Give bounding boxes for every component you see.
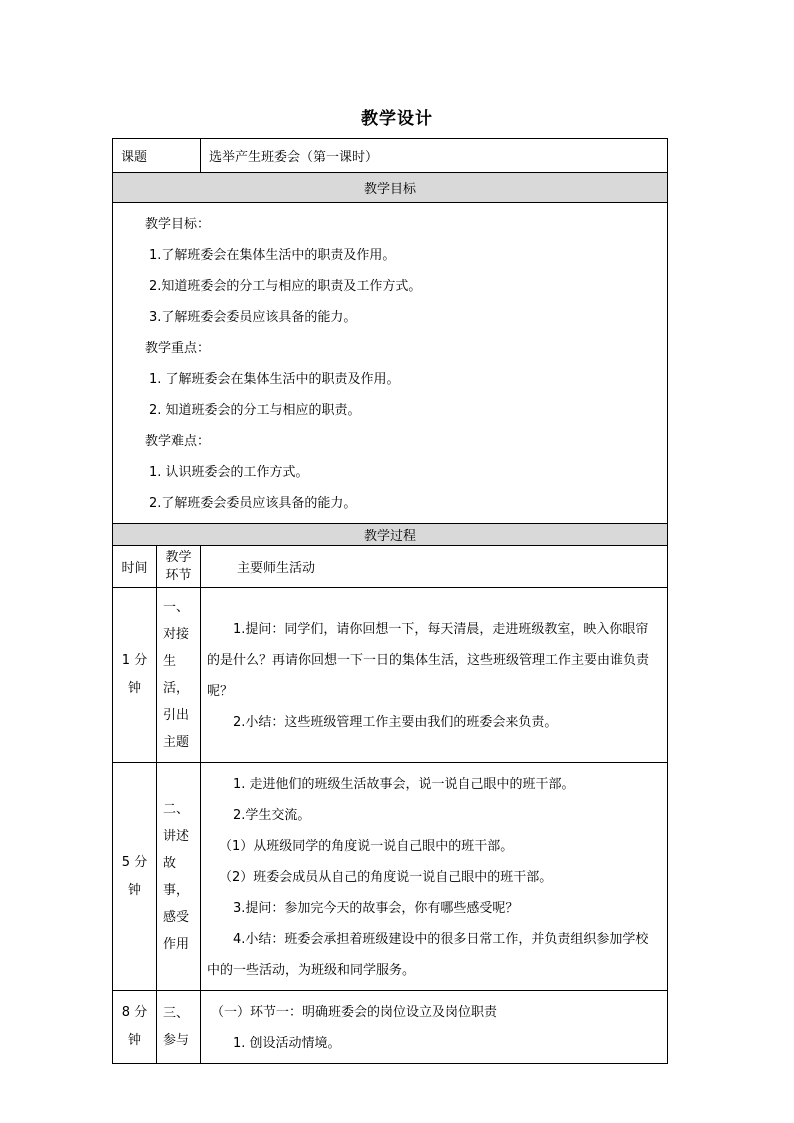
topic-label: 课题: [113, 139, 201, 173]
row-stage: [157, 588, 201, 763]
row-time: 1 分钟: [113, 588, 157, 763]
key-point-item: 1. 了解班委会在集体生活中的职责及作用。: [149, 372, 400, 387]
topic-value: 选举产生班委会（第一课时）: [201, 139, 668, 173]
column-time: 时间: [113, 546, 157, 588]
activity-paragraph: （1）从班级同学的角度说一说自己眼中的班干部。: [219, 839, 514, 854]
difficulty-item: 2.了解班委会委员应该具备的能力。: [149, 496, 357, 511]
stage-line: 参与: [163, 1033, 190, 1048]
activity-paragraph: （一）环节一：明确班委会的岗位设立及岗位职责: [211, 1005, 498, 1020]
process-row: [113, 991, 668, 1064]
stage-line: 引出: [163, 708, 190, 723]
difficulty-item: 1. 认识班委会的工作方式。: [149, 465, 309, 480]
stage-line: 二、: [163, 801, 190, 817]
goal-item: 1.了解班委会在集体生活中的职责及作用。: [149, 248, 396, 263]
difficulties-heading: 教学难点：: [145, 434, 211, 449]
process-row: [113, 763, 668, 991]
goal-item: 2.知道班委会的分工与相应的职责及工作方式。: [149, 279, 422, 294]
process-row: [113, 588, 668, 763]
row-stage: [157, 991, 201, 1064]
goals-cell: [113, 203, 668, 524]
activity-paragraph: 3.提问：参加完今天的故事会，你有哪些感受呢？: [233, 901, 519, 916]
column-stage: 教学环节: [157, 546, 201, 588]
process-header: 教学过程: [113, 524, 668, 546]
stage-line: 讲述: [163, 828, 190, 844]
goal-item: 3.了解班委会委员应该具备的能力。: [149, 310, 357, 325]
row-activity: [201, 763, 668, 991]
activity-paragraph: 2.学生交流。: [233, 808, 311, 823]
stage-line: 作用: [163, 936, 190, 952]
key-point-item: 2. 知道班委会的分工与相应的职责。: [149, 403, 361, 418]
row-activity: [201, 991, 668, 1064]
row-activity: [201, 588, 668, 763]
goals-row: [113, 203, 668, 524]
row-time: 5 分钟: [113, 763, 157, 991]
activity-paragraph: 1. 创设活动情境。: [233, 1036, 341, 1051]
stage-line: 生活，: [163, 654, 190, 696]
activity-paragraph: （2）班委会成员从自己的角度说一说自己眼中的班干部。: [219, 870, 553, 885]
stage-line: 主题: [163, 735, 190, 750]
column-activity: 主要师生活动: [201, 546, 668, 588]
process-columns-row: [113, 546, 668, 588]
stage-line: 一、: [163, 600, 190, 615]
row-time: 8 分钟: [113, 991, 157, 1064]
stage-line: 对接: [163, 627, 190, 642]
key-points-heading: 教学重点：: [145, 341, 211, 356]
activity-paragraph: 4.小结：班委会承担着班级建设中的很多日常工作，并负责组织参加学校中的一些活动，为班级和同学服务。: [207, 932, 649, 978]
goals-header: 教学目标: [113, 173, 668, 203]
row-stage: [157, 763, 201, 991]
document-title: 教学设计: [361, 109, 433, 129]
topic-row: [113, 139, 668, 173]
activity-paragraph: 1.提问：同学们，请你回想一下，每天清晨，走进班级教室，映入你眼帘的是什么？再请你回想一下一日的集体生活，这些班级管理工作主要由谁负责呢？: [207, 622, 650, 699]
goals-heading: 教学目标：: [145, 217, 211, 232]
activity-paragraph: 1. 走进他们的班级生活故事会，说一说自己眼中的班干部。: [233, 777, 575, 792]
stage-line: 故事，: [163, 855, 190, 898]
lesson-plan-table: [112, 138, 668, 1064]
activity-paragraph: 2.小结：这些班级管理工作主要由我们的班委会来负责。: [233, 715, 558, 730]
stage-line: 感受: [163, 909, 190, 925]
stage-line: 三、: [163, 1006, 190, 1021]
